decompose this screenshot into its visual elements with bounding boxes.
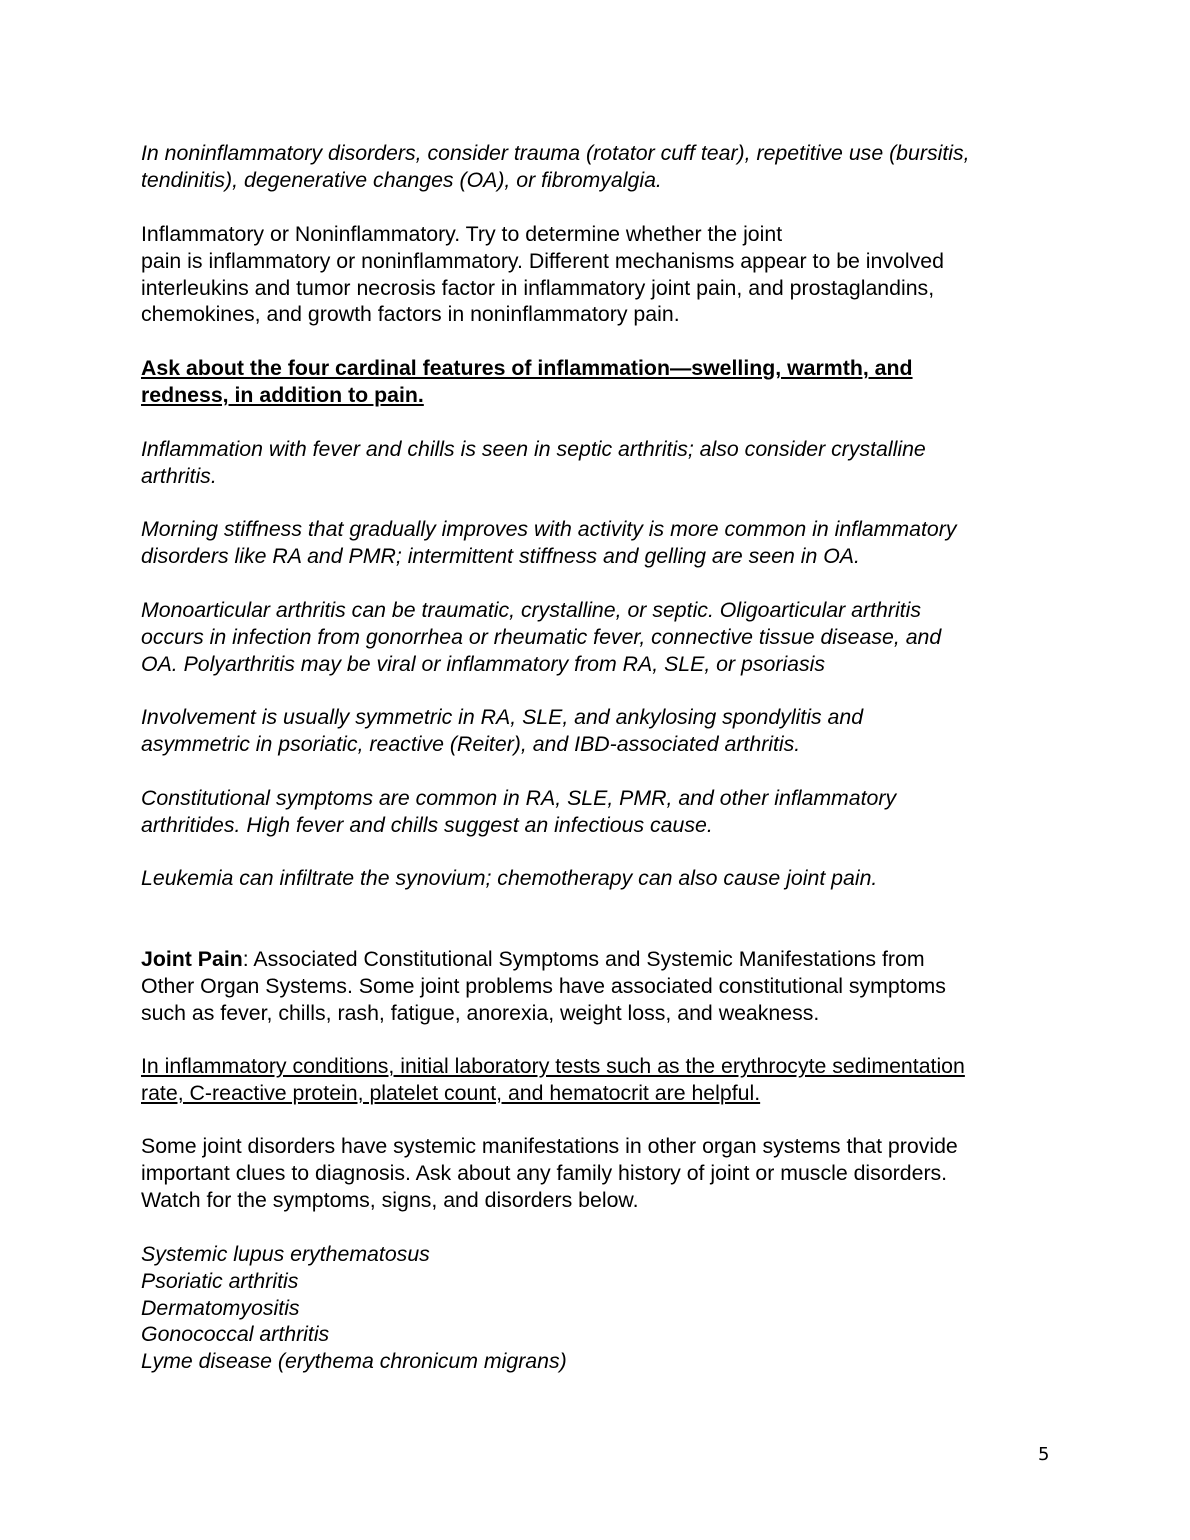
heading-cardinal-features: [141, 355, 1061, 409]
text-line: occurs in infection from gonorrhea or rheumatic fever, connective tissue disease, and: [141, 624, 942, 649]
list-item: Lyme disease (erythema chronicum migrans): [141, 1349, 567, 1374]
text-line: OA. Polyarthritis may be viral or inflammatory from RA, SLE, or psoriasis: [141, 651, 826, 676]
text-line: Inflammation with fever and chills is seen in septic arthritis; also consider crystalline: [141, 437, 926, 461]
page-number: 5: [1038, 1444, 1050, 1465]
paragraph-constitutional-symptoms: [141, 785, 1061, 839]
text-line: arthritis.: [141, 463, 217, 488]
text-line: interleukins and tumor necrosis factor in inflammatory joint pain, and prostaglandins,: [141, 275, 935, 300]
paragraph-septic-arthritis: [141, 436, 1061, 490]
text-line: chemokines, and growth factors in noninflammatory pain.: [141, 302, 680, 327]
text-line: In noninflammatory disorders, consider trauma (rotator cuff tear), repetitive use (bursitis,: [141, 141, 970, 165]
paragraph-inflammatory-or-noninflammatory: [141, 221, 1061, 328]
paragraph-laboratory-tests: [141, 1053, 1061, 1107]
text-line: disorders like RA and PMR; intermittent stiffness and gelling are seen in OA.: [141, 543, 860, 568]
paragraph-noninflammatory-causes: [141, 140, 1061, 194]
disorder-list: [141, 1241, 1061, 1375]
text-line: : Associated Constitutional Symptoms and Systemic Manifestations from: [242, 947, 925, 971]
text-line: rate, C-reactive protein, platelet count, and hematocrit are helpful.: [141, 1080, 761, 1105]
joint-pain-lead: Joint Pain: [141, 947, 243, 971]
text-line: Some joint disorders have systemic manifestations in other organ systems that provide: [141, 1134, 958, 1158]
text-line: asymmetric in psoriatic, reactive (Reiter), and IBD-associated arthritis.: [141, 731, 801, 756]
text-line: Constitutional symptoms are common in RA, SLE, PMR, and other inflammatory: [141, 786, 897, 810]
paragraph-symmetry: [141, 704, 1061, 758]
text-line: Leukemia can infiltrate the synovium; chemotherapy can also cause joint pain.: [141, 866, 878, 890]
text-line: pain is inflammatory or noninflammatory. Different mechanisms appear to be involved: [141, 248, 944, 273]
text-line: such as fever, chills, rash, fatigue, anorexia, weight loss, and weakness.: [141, 1000, 820, 1025]
list-item: Psoriatic arthritis: [141, 1268, 299, 1293]
text-line: Inflammatory or Noninflammatory. Try to determine whether the joint: [141, 222, 783, 246]
paragraph-leukemia: [141, 865, 1061, 892]
paragraph-articular-patterns: [141, 597, 1061, 677]
text-line: tendinitis), degenerative changes (OA), or fibromyalgia.: [141, 167, 662, 192]
list-item: Dermatomyositis: [141, 1295, 300, 1320]
list-item: Gonococcal arthritis: [141, 1322, 330, 1347]
paragraph-systemic-manifestations: [141, 1133, 1061, 1213]
text-line: Involvement is usually symmetric in RA, SLE, and ankylosing spondylitis and: [141, 705, 864, 729]
paragraph-morning-stiffness: [141, 516, 1061, 570]
text-line: redness, in addition to pain.: [141, 382, 424, 407]
paragraph-joint-pain-associated-symptoms: [141, 946, 1061, 1026]
text-line: Morning stiffness that gradually improves with activity is more common in inflammatory: [141, 517, 957, 541]
text-line: arthritides. High fever and chills suggest an infectious cause.: [141, 812, 713, 837]
text-line: In inflammatory conditions, initial laboratory tests such as the erythrocyte sedimentation: [141, 1054, 965, 1078]
list-item: Systemic lupus erythematosus: [141, 1242, 430, 1266]
text-line: Other Organ Systems. Some joint problems have associated constitutional symptoms: [141, 973, 946, 998]
text-line: Watch for the symptoms, signs, and disorders below.: [141, 1187, 639, 1212]
text-line: Ask about the four cardinal features of inflammation—swelling, warmth, and: [141, 356, 913, 380]
text-line: Monoarticular arthritis can be traumatic, crystalline, or septic. Oligoarticular arthritis: [141, 598, 921, 622]
text-line: important clues to diagnosis. Ask about any family history of joint or muscle disorders.: [141, 1160, 948, 1185]
